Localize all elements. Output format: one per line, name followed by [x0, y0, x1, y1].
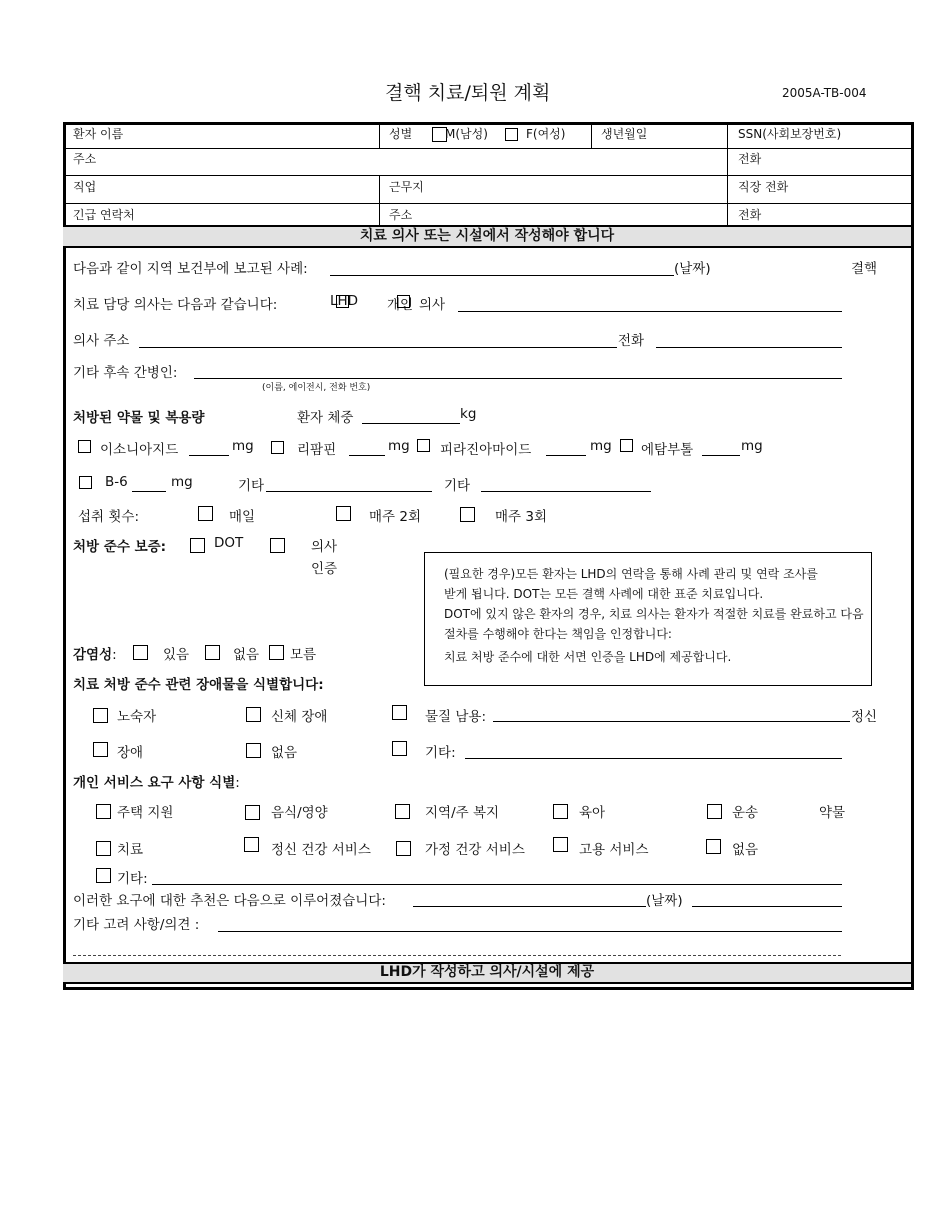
mg-label: mg [741, 438, 763, 454]
no-needs-label: 없음 [732, 842, 759, 858]
rifampin-label: 리팜핀 [297, 442, 337, 458]
needs-heading: 개인 서비스 요구 사항 식별 [73, 775, 236, 791]
infectious-yes-label: 있음 [163, 647, 190, 663]
address-label: 주소 [73, 152, 97, 166]
welfare-checkbox[interactable] [395, 804, 410, 819]
isoniazid-checkbox[interactable] [78, 440, 91, 453]
note-line: (필요한 경우)모든 환자는 LHD의 연락을 통해 사례 관리 및 연락 조사를 [444, 567, 818, 581]
contact-address-label: 주소 [389, 208, 413, 222]
tb-label: 결핵 [851, 261, 878, 277]
substance-use-input[interactable] [493, 721, 850, 722]
work-phone-label: 직장 전화 [738, 180, 789, 194]
table-rule [727, 124, 728, 225]
mental-label: 정신 [851, 709, 878, 725]
b6-dose-input[interactable] [132, 491, 166, 492]
contact-phone-label: 전화 [738, 208, 762, 222]
transport-label: 운송 [732, 805, 759, 821]
pyrazinamide-label: 피라진아마이드 [440, 442, 532, 458]
b6-label: B-6 [105, 474, 128, 490]
other-barrier-input[interactable] [465, 758, 842, 759]
infectious-heading: 감염성 [73, 647, 113, 663]
birthdate-label: 생년월일 [601, 127, 648, 141]
physician-cert-label-2: 인증 [311, 561, 338, 577]
treatment-checkbox[interactable] [96, 841, 111, 856]
infectious-no-label: 없음 [233, 647, 260, 663]
homeless-label: 노숙자 [117, 709, 157, 725]
private-checkbox[interactable] [397, 295, 410, 308]
form-title: 결핵 치료/퇴원 계획 [385, 82, 551, 104]
drug-label: 약물 [819, 805, 846, 821]
form-number: 2005A-TB-004 [782, 86, 867, 100]
doctor-address-label: 의사 주소 [73, 333, 130, 349]
doctor-phone-label: 전화 [618, 333, 645, 349]
female-checkbox[interactable] [505, 128, 518, 141]
food-checkbox[interactable] [245, 805, 260, 820]
housing-checkbox[interactable] [96, 804, 111, 819]
physician-cert-label-1: 의사 [311, 539, 338, 555]
other-caregiver-label: 기타 후속 간병인: [73, 365, 178, 381]
mg-label: mg [388, 438, 410, 454]
doctor-input[interactable] [458, 311, 842, 312]
male-label: M(남성) [445, 127, 488, 141]
dot-label: DOT [214, 535, 244, 551]
pyrazinamide-dose-input[interactable] [546, 455, 586, 456]
table-rule [379, 124, 380, 148]
phone-label: 전화 [738, 152, 762, 166]
homeless-checkbox[interactable] [93, 708, 108, 723]
patient-name-label: 환자 이름 [73, 127, 124, 141]
workplace-label: 근무지 [389, 180, 424, 194]
emergency-contact-label: 긴급 연락처 [73, 208, 135, 222]
pyrazinamide-checkbox[interactable] [417, 439, 430, 452]
no-barrier-checkbox[interactable] [246, 743, 261, 758]
twice-weekly-checkbox[interactable] [336, 506, 351, 521]
table-rule [63, 175, 911, 176]
patient-weight-input[interactable] [362, 423, 460, 424]
ethambutol-checkbox[interactable] [620, 439, 633, 452]
referral-date-label: (날짜) [646, 893, 683, 909]
infectious-label [73, 643, 117, 663]
b6-checkbox[interactable] [79, 476, 92, 489]
dot-checkbox[interactable] [190, 538, 205, 553]
doctor-phone-input[interactable] [656, 347, 842, 348]
rifampin-dose-input[interactable] [349, 455, 385, 456]
doctor-address-input[interactable] [139, 347, 617, 348]
note-line: 절차를 수행해야 한다는 책임을 인정합니다: [444, 627, 672, 641]
referral-input[interactable] [413, 906, 646, 907]
reported-case-input[interactable] [330, 275, 674, 276]
other-caregiver-input[interactable] [194, 378, 842, 379]
patient-weight-label: 환자 체중 [297, 410, 354, 426]
lhd-checkbox[interactable] [336, 295, 349, 308]
barriers-heading: 치료 처방 준수 관련 장애물을 식별합니다: [73, 677, 324, 693]
childcare-label: 육아 [579, 805, 606, 821]
sex-label: 성별 [389, 127, 413, 141]
other-drug-label-2: 기타 [444, 478, 471, 494]
note-line: 받게 됩니다. DOT는 모든 결핵 사례에 대한 표준 치료입니다. [444, 587, 764, 601]
thrice-weekly-label: 매주 3회 [495, 509, 548, 525]
mg-label: mg [171, 474, 193, 490]
home-health-label: 가정 건강 서비스 [425, 842, 525, 858]
childcare-checkbox[interactable] [553, 804, 568, 819]
home-health-checkbox[interactable] [396, 841, 411, 856]
infectious-no-checkbox[interactable] [205, 645, 220, 660]
mg-label: mg [232, 438, 254, 454]
table-rule [63, 148, 911, 149]
physician-cert-checkbox[interactable] [270, 538, 285, 553]
other-barrier-label: 기타: [425, 745, 456, 761]
twice-weekly-label: 매주 2회 [369, 509, 422, 525]
mg-label: mg [590, 438, 612, 454]
other-needs-input[interactable] [152, 884, 842, 885]
disability-checkbox[interactable] [93, 742, 108, 757]
ethambutol-dose-input[interactable] [702, 455, 740, 456]
infectious-unknown-label: 모름 [290, 647, 317, 663]
other-needs-checkbox[interactable] [96, 868, 111, 883]
date-label: (날짜) [674, 261, 711, 277]
treatment-label: 치료 [117, 842, 144, 858]
ethambutol-label: 에탐부톨 [641, 442, 694, 458]
comments-input[interactable] [218, 931, 842, 932]
female-label: F(여성) [526, 127, 566, 141]
rifampin-checkbox[interactable] [271, 441, 284, 454]
transport-checkbox[interactable] [707, 804, 722, 819]
physical-disability-label: 신체 장애 [271, 709, 328, 725]
note-line: 치료 처방 준수에 대한 서면 인증을 LHD에 제공합니다. [444, 650, 732, 664]
other-needs-label: 기타: [117, 871, 148, 887]
no-needs-checkbox[interactable] [706, 839, 721, 854]
occupation-label: 직업 [73, 180, 97, 194]
comments-label: 기타 고려 사항/의견 : [73, 917, 200, 933]
referral-label: 이러한 요구에 대한 추천은 다음으로 이루어졌습니다: [73, 893, 386, 909]
welfare-label: 지역/주 복지 [425, 805, 500, 821]
substance-use-checkbox[interactable] [392, 705, 407, 720]
isoniazid-dose-input[interactable] [189, 455, 229, 456]
reported-case-label: 다음과 같이 지역 보건부에 보고된 사례: [73, 261, 308, 277]
infectious-unknown-checkbox[interactable] [269, 645, 284, 660]
comments-dashed-line [73, 955, 841, 956]
section-band-lhd: LHD가 작성하고 의사/시설에 제공 [63, 962, 911, 984]
employment-label: 고용 서비스 [579, 842, 649, 858]
table-rule [63, 203, 911, 204]
other-drug-input-2[interactable] [481, 491, 651, 492]
no-barrier-label: 없음 [271, 745, 298, 761]
kg-label: kg [460, 406, 477, 422]
mental-health-label: 정신 건강 서비스 [271, 842, 371, 858]
infectious-yes-checkbox[interactable] [133, 645, 148, 660]
table-rule [591, 124, 592, 148]
mental-health-checkbox[interactable] [244, 837, 259, 852]
section-band-physician: 치료 의사 또는 시설에서 작성해야 합니다 [63, 225, 911, 248]
private-label: 개인 [387, 297, 414, 313]
food-label: 음식/영양 [271, 805, 328, 821]
ssn-label: SSN(사회보장번호) [738, 127, 842, 141]
other-barrier-checkbox[interactable] [392, 741, 407, 756]
prescribed-drugs-heading: 처방된 약물 및 복용량 [73, 410, 205, 426]
intake-frequency-label: 섭취 횟수: [78, 509, 140, 525]
physical-disability-checkbox[interactable] [246, 707, 261, 722]
thrice-weekly-checkbox[interactable] [460, 507, 475, 522]
needs-colon: : [235, 775, 240, 791]
doctor-label: 의사 [419, 297, 446, 313]
lhd-label: LHD [330, 293, 359, 309]
adherence-heading: 처방 준수 보증: [73, 539, 167, 555]
daily-checkbox[interactable] [198, 506, 213, 521]
daily-label: 매일 [229, 509, 256, 525]
referral-date-input[interactable] [692, 906, 842, 907]
table-rule [379, 175, 380, 225]
infectious-colon: : [112, 647, 117, 663]
other-drug-input[interactable] [266, 491, 432, 492]
caregiver-hint: (이름, 에이전시, 전화 번호) [262, 383, 371, 393]
isoniazid-label: 이소니아지드 [100, 442, 179, 458]
housing-label: 주택 지원 [117, 805, 174, 821]
other-drug-label: 기타 [238, 478, 265, 494]
disability-label: 장애 [117, 745, 144, 761]
employment-checkbox[interactable] [553, 837, 568, 852]
treating-physician-label: 치료 담당 의사는 다음과 같습니다: [73, 297, 278, 313]
substance-use-label: 물질 남용: [425, 709, 487, 725]
needs-label [73, 771, 240, 791]
note-line: DOT에 있지 않은 환자의 경우, 치료 의사는 환자가 적절한 치료를 완료하고 다음 [444, 607, 864, 621]
